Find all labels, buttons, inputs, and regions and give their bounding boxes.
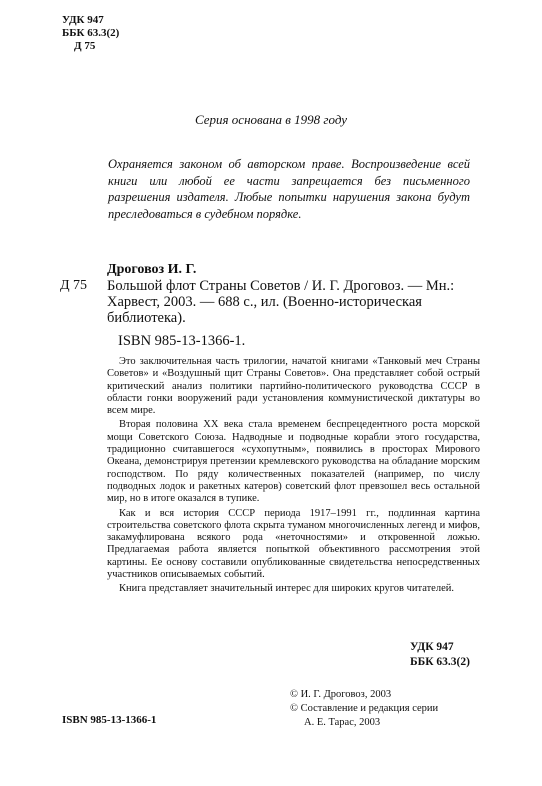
copyright-lines (290, 688, 438, 730)
annotation-paragraph: Вторая половина XX века стала временем беспрецедентного роста морской мощи Советского Союза. Надводные и подводные корабли этого государства, традиционно считавшегося «сухопутным», появились в просторах Мирового Океана, демонстрируя претензии кремлевского руководства на обладание морским господством. По ряду количественных показателей (например, по числу подводных лодок и ракетных катеров) советский флот превзошел весь остальной мир, но в итоге оказался в тупике. (107, 419, 480, 505)
annotation-paragraph: Книга представляет значительный интерес для широких кругов читателей. (119, 583, 454, 595)
annotation-paragraph: Это заключительная часть трилогии, начатой книгами «Танковый меч Страны Советов» и «Воздушный щит Страны Советов». Она представляет собой острый критический анализ политики партийно-политического руководства СССР в области гонки вооружений ради установления коммунистической диктатуры во всем мире. (107, 356, 480, 417)
copyright-line: © Составление и редакция серии (290, 703, 439, 714)
bbk-code: ББК 63.3(2) (62, 27, 120, 39)
annotation (107, 356, 480, 598)
classification-block-top (62, 14, 119, 53)
classification-block-bottom (410, 640, 470, 670)
series-note: Серия основана в 1998 году (194, 112, 347, 127)
isbn-bottom: ISBN 985-13-1366-1 (62, 714, 157, 726)
annotation-paragraph: Как и вся история СССР периода 1917–1991 гг., подлинная картина строительства советского флота скрыта туманом многочисленных легенд и мифов, закамуфлирована всякого рода «неточностями» и откровенной ложью. Предлагаемая работа является попыткой объективного рассмотрения этой картины. Ее основу составили опубликованные свидетельства непосредственных участников описываемых событий. (107, 507, 480, 581)
isbn-main: ISBN 985-13-1366-1. (118, 333, 246, 349)
bbk-code-bottom: ББК 63.3(2) (410, 656, 470, 668)
udk-code: УДК 947 (62, 14, 104, 26)
udk-code-bottom: УДК 947 (410, 641, 454, 653)
author-heading: Дроговоз И. Г. (107, 262, 197, 277)
book-citation: Большой флот Страны Советов / И. Г. Дроговоз. — Мн.: Харвест, 2003. — 688 с., ил. (Военно-историческая библиотека). (107, 278, 455, 326)
copyright-line: А. Е. Тарас, 2003 (304, 717, 381, 728)
author-mark-inline: Д 75 (60, 278, 88, 293)
copyright-notice: Охраняется законом об авторском праве. Воспроизведение всей книги или любой ее части запрещается без письменного разрешения издателя. Любые попытки нарушения закона будут преследоваться в судебном порядке. (108, 157, 470, 221)
copyright-line: © И. Г. Дроговоз, 2003 (290, 689, 392, 700)
author-mark: Д 75 (74, 40, 96, 52)
